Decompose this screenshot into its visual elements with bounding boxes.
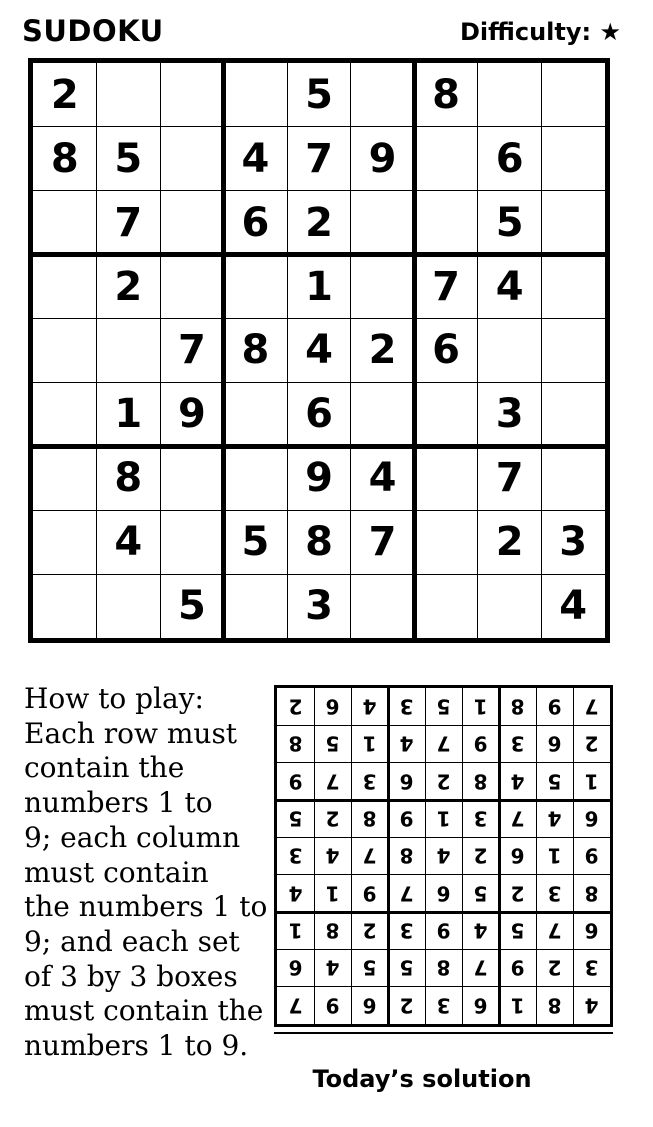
puzzle-cell-r7c5[interactable]: 9 xyxy=(305,455,333,502)
puzzle-cell-r3c5[interactable]: 2 xyxy=(305,199,333,246)
puzzle-cell-r4c4[interactable] xyxy=(224,255,288,319)
instruction-line: must contain xyxy=(24,855,209,889)
puzzle-cell-r6c5[interactable]: 6 xyxy=(305,391,333,438)
solution-cell-r1c9: 7 xyxy=(584,694,599,719)
solution-cell-r8c6: 7 xyxy=(473,956,488,980)
solution-cell-r1c6: 1 xyxy=(473,694,488,719)
solution-cell-r4c5: 1 xyxy=(436,806,451,831)
puzzle-cell-r9c1[interactable] xyxy=(33,574,97,638)
solution-cell-r6c5: 6 xyxy=(436,881,451,906)
instruction-line: How to play: xyxy=(24,682,204,715)
solution-cell-r5c1: 3 xyxy=(288,844,303,868)
solution-cell-r8c3: 5 xyxy=(362,956,377,980)
solution-cell-r4c3: 8 xyxy=(362,806,377,831)
solution-grid xyxy=(274,685,613,1027)
puzzle-cell-r7c4[interactable] xyxy=(224,446,288,510)
puzzle-cell-r5c8[interactable] xyxy=(478,319,542,383)
solution-cell-r3c5: 2 xyxy=(436,769,451,794)
puzzle-cell-r1c4[interactable] xyxy=(224,63,288,127)
solution-cell-r5c4: 8 xyxy=(399,844,414,868)
solution-cell-r1c3: 4 xyxy=(362,694,377,719)
puzzle-cell-r5c5[interactable]: 4 xyxy=(305,327,333,374)
solution-cell-r3c1: 9 xyxy=(288,769,303,794)
puzzle-cell-r3c8[interactable]: 5 xyxy=(495,199,524,246)
solution-cell-r3c7: 4 xyxy=(510,769,525,794)
solution-cell-r1c4: 3 xyxy=(399,694,414,719)
solution-cell-r2c4: 4 xyxy=(399,732,414,756)
solution-cell-r7c5: 9 xyxy=(436,918,451,943)
instruction-line: numbers 1 to xyxy=(24,786,213,820)
puzzle-cell-r9c6[interactable] xyxy=(351,574,415,638)
solution-cell-r3c6: 8 xyxy=(473,769,488,794)
puzzle-cell-r8c8[interactable]: 2 xyxy=(495,519,524,566)
puzzle-cell-r3c1[interactable] xyxy=(33,191,97,255)
solution-cell-r3c2: 7 xyxy=(325,769,340,794)
puzzle-cell-r6c3[interactable]: 9 xyxy=(177,391,206,438)
solution-cell-r2c1: 8 xyxy=(288,732,303,756)
puzzle-cell-r4c1[interactable] xyxy=(33,255,97,319)
solution-cell-r7c8: 7 xyxy=(547,918,562,943)
puzzle-cell-r8c6[interactable]: 7 xyxy=(368,519,397,566)
puzzle-cell-r8c9[interactable]: 3 xyxy=(559,519,588,566)
puzzle-cell-r7c9[interactable] xyxy=(541,446,605,510)
puzzle-cell-r1c7[interactable]: 8 xyxy=(432,71,461,118)
puzzle-cell-r8c5[interactable]: 8 xyxy=(305,519,333,566)
solution-cell-r9c5: 3 xyxy=(436,993,451,1018)
solution-cell-r3c4: 6 xyxy=(399,769,414,794)
solution-cell-r4c2: 2 xyxy=(325,806,340,831)
puzzle-cell-r1c5[interactable]: 5 xyxy=(305,71,333,118)
solution-cell-r8c7: 9 xyxy=(510,956,525,980)
puzzle-cell-r9c4[interactable] xyxy=(224,574,288,638)
puzzle-cell-r3c3[interactable] xyxy=(160,191,224,255)
difficulty-label: Difficulty: ★ xyxy=(459,18,621,46)
instruction-line: numbers 1 to 9. xyxy=(24,1029,249,1063)
solution-cell-r1c5: 5 xyxy=(436,694,451,719)
solution-cell-r2c2: 5 xyxy=(325,732,340,756)
puzzle-cell-r7c8[interactable]: 7 xyxy=(495,455,524,502)
solution-cell-r4c6: 3 xyxy=(473,806,488,831)
solution-cell-r3c3: 3 xyxy=(362,769,377,794)
solution-caption: Today’s solution xyxy=(312,1065,532,1093)
solution-cell-r3c9: 1 xyxy=(584,769,599,794)
puzzle-cell-r5c4[interactable]: 8 xyxy=(241,327,270,374)
puzzle-cell-r6c7[interactable] xyxy=(414,382,478,446)
solution-cell-r9c4: 2 xyxy=(399,993,414,1018)
solution-cell-r1c8: 9 xyxy=(547,694,562,719)
puzzle-cell-r4c9[interactable] xyxy=(541,255,605,319)
puzzle-cell-r5c1[interactable] xyxy=(33,319,97,383)
solution-cell-r6c7: 2 xyxy=(510,881,525,906)
solution-divider xyxy=(274,1032,613,1034)
puzzle-cell-r5c6[interactable]: 2 xyxy=(368,327,397,374)
puzzle-cell-r5c3[interactable]: 7 xyxy=(177,327,206,374)
puzzle-cell-r7c2[interactable]: 8 xyxy=(114,455,143,502)
solution-cell-r5c7: 6 xyxy=(510,844,525,868)
solution-cell-r2c8: 6 xyxy=(547,732,562,756)
solution-cell-r3c8: 5 xyxy=(547,769,562,794)
solution-cell-r6c6: 5 xyxy=(473,881,488,906)
puzzle-title: SUDOKU xyxy=(22,14,164,48)
puzzle-cell-r8c1[interactable] xyxy=(33,510,97,574)
puzzle-cell-r2c2[interactable]: 5 xyxy=(114,135,143,182)
puzzle-cell-r1c1[interactable]: 2 xyxy=(50,71,79,118)
puzzle-cell-r1c3[interactable] xyxy=(160,63,224,127)
puzzle-cell-r1c8[interactable] xyxy=(478,63,542,127)
puzzle-cell-r1c2[interactable] xyxy=(97,63,161,127)
solution-cell-r2c6: 9 xyxy=(473,732,488,756)
puzzle-cell-r6c8[interactable]: 3 xyxy=(495,391,524,438)
instruction-line: 9; and each set xyxy=(24,924,240,958)
puzzle-cell-r8c4[interactable]: 5 xyxy=(241,519,270,566)
instruction-line: contain the xyxy=(24,751,185,785)
puzzle-cell-r4c8[interactable]: 4 xyxy=(495,263,524,310)
puzzle-cell-r2c9[interactable] xyxy=(541,127,605,191)
puzzle-cell-r2c7[interactable] xyxy=(414,127,478,191)
solution-cell-r9c7: 1 xyxy=(510,993,525,1018)
solution-cell-r6c4: 7 xyxy=(399,881,414,906)
puzzle-cell-r1c6[interactable] xyxy=(351,63,415,127)
puzzle-cell-r2c8[interactable]: 6 xyxy=(495,135,524,182)
puzzle-cell-r6c9[interactable] xyxy=(541,382,605,446)
solution-cell-r4c1: 5 xyxy=(288,806,303,831)
puzzle-cell-r5c7[interactable]: 6 xyxy=(432,327,461,374)
solution-cell-r6c8: 3 xyxy=(547,881,562,906)
solution-cell-r5c2: 4 xyxy=(325,844,340,868)
puzzle-cell-r2c6[interactable]: 9 xyxy=(368,135,397,182)
solution-cell-r8c9: 3 xyxy=(584,956,599,980)
puzzle-cell-r5c9[interactable] xyxy=(541,319,605,383)
puzzle-cell-r2c5[interactable]: 7 xyxy=(305,135,333,182)
solution-cell-r2c5: 7 xyxy=(436,732,451,756)
instruction-line: 9; each column xyxy=(24,820,241,854)
solution-cell-r2c9: 2 xyxy=(584,732,599,756)
puzzle-cell-r7c1[interactable] xyxy=(33,446,97,510)
puzzle-cell-r4c3[interactable] xyxy=(160,255,224,319)
puzzle-cell-r7c6[interactable]: 4 xyxy=(368,455,397,502)
solution-cell-r6c9: 8 xyxy=(584,881,599,906)
solution-cell-r9c3: 6 xyxy=(362,993,377,1018)
puzzle-cell-r5c2[interactable] xyxy=(97,319,161,383)
puzzle-cell-r7c7[interactable] xyxy=(414,446,478,510)
puzzle-cell-r4c6[interactable] xyxy=(351,255,415,319)
solution-cell-r8c2: 4 xyxy=(325,956,340,980)
solution-cell-r4c4: 9 xyxy=(399,806,414,831)
solution-cell-r7c1: 1 xyxy=(288,918,303,943)
puzzle-cell-r9c8[interactable] xyxy=(478,574,542,638)
solution-cell-r5c8: 1 xyxy=(547,844,562,868)
puzzle-cell-r4c7[interactable]: 7 xyxy=(432,263,461,310)
solution-cell-r9c1: 7 xyxy=(288,993,303,1018)
solution-cell-r9c2: 9 xyxy=(325,993,340,1018)
solution-cell-r6c3: 9 xyxy=(362,881,377,906)
puzzle-cell-r3c6[interactable] xyxy=(351,191,415,255)
solution-cell-r9c9: 4 xyxy=(584,993,599,1018)
solution-cell-r4c8: 4 xyxy=(547,806,562,831)
solution-cell-r8c4: 5 xyxy=(399,956,414,980)
puzzle-cell-r2c4[interactable]: 4 xyxy=(241,135,270,182)
solution-cell-r7c9: 6 xyxy=(584,918,599,943)
puzzle-cell-r3c9[interactable] xyxy=(541,191,605,255)
puzzle-cell-r6c2[interactable]: 1 xyxy=(114,391,143,438)
puzzle-cell-r9c9[interactable]: 4 xyxy=(559,583,588,630)
solution-cell-r5c5: 4 xyxy=(436,844,451,868)
solution-cell-r1c1: 2 xyxy=(288,694,303,719)
puzzle-cell-r8c2[interactable]: 4 xyxy=(114,519,143,566)
puzzle-cell-r9c3[interactable]: 5 xyxy=(177,583,206,630)
puzzle-cell-r4c5[interactable]: 1 xyxy=(305,263,333,310)
solution-cell-r2c7: 3 xyxy=(510,732,525,756)
puzzle-cell-r2c3[interactable] xyxy=(160,127,224,191)
puzzle-cell-r7c3[interactable] xyxy=(160,446,224,510)
solution-cell-r7c4: 3 xyxy=(399,918,414,943)
solution-cell-r9c6: 6 xyxy=(473,993,488,1018)
solution-cell-r4c9: 6 xyxy=(584,806,599,831)
solution-cell-r7c2: 8 xyxy=(325,918,340,943)
solution-cell-r2c3: 1 xyxy=(362,732,377,756)
instruction-line: Each row must xyxy=(24,716,238,750)
instruction-line: of 3 by 3 boxes xyxy=(24,959,238,993)
puzzle-cell-r6c6[interactable] xyxy=(351,382,415,446)
solution-cell-r8c5: 8 xyxy=(436,956,451,980)
solution-cell-r5c6: 2 xyxy=(473,844,488,868)
puzzle-cell-r6c1[interactable] xyxy=(33,382,97,446)
how-to-play-instructions xyxy=(24,682,268,1064)
puzzle-cell-r2c1[interactable]: 8 xyxy=(50,135,79,182)
puzzle-cell-r1c9[interactable] xyxy=(541,63,605,127)
puzzle-cell-r6c4[interactable] xyxy=(224,382,288,446)
solution-cell-r6c2: 1 xyxy=(325,881,340,906)
solution-cell-r5c9: 9 xyxy=(584,844,599,868)
instruction-line: the numbers 1 to xyxy=(24,890,268,924)
puzzle-cell-r9c5[interactable]: 3 xyxy=(305,583,333,630)
solution-cell-r8c8: 2 xyxy=(547,956,562,980)
sudoku-puzzle-grid xyxy=(28,58,610,643)
solution-cell-r4c7: 7 xyxy=(510,806,525,831)
solution-cell-r8c1: 6 xyxy=(288,956,303,980)
puzzle-cell-r8c3[interactable] xyxy=(160,510,224,574)
solution-cell-r5c3: 7 xyxy=(362,844,377,868)
puzzle-cell-r4c2[interactable]: 2 xyxy=(114,263,143,310)
solution-cell-r7c3: 2 xyxy=(362,918,377,943)
solution-cell-r9c8: 8 xyxy=(547,993,562,1018)
puzzle-cell-r9c7[interactable] xyxy=(414,574,478,638)
puzzle-cell-r3c2[interactable]: 7 xyxy=(114,199,143,246)
puzzle-cell-r8c7[interactable] xyxy=(414,510,478,574)
puzzle-cell-r3c4[interactable]: 6 xyxy=(241,199,270,246)
solution-cell-r7c7: 5 xyxy=(510,918,525,943)
instruction-line: must contain the xyxy=(24,994,264,1028)
solution-cell-r1c7: 8 xyxy=(510,694,525,719)
solution-cell-r6c1: 4 xyxy=(288,881,303,906)
solution-cell-r7c6: 4 xyxy=(473,918,488,943)
solution-cell-r1c2: 6 xyxy=(325,694,340,719)
puzzle-cell-r3c7[interactable] xyxy=(414,191,478,255)
puzzle-cell-r9c2[interactable] xyxy=(97,574,161,638)
